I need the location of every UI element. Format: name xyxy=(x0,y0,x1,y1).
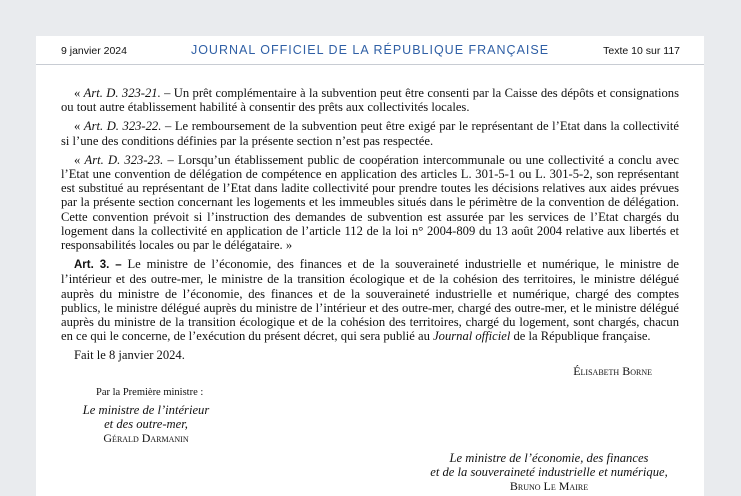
article-number: Art. D. 323-21. xyxy=(83,86,161,100)
article-3: Art. 3. – Le ministre de l’économie, des finances et de la souveraineté industrielle et numérique, le ministre de l’intérieur et des outre-mer, le ministre de la transition écologique et de la cohésion des territoires, le ministre délégué auprès du ministre de l’économie, des finances et de la souveraineté industrielle et numérique, chargé des comptes publics, le ministre délégué auprès du ministre de l’intérieur et des outre-mer, chargé des outre-mer, et le ministre délégué auprès du ministre de la transition écologique et de la cohésion des territoires, chargé du logement, sont chargés, chacun en ce qui le concerne, de l’exécution du présent décret, qui sera publié au Journal officiel de la République française. xyxy=(61,257,680,344)
article-text: – Un prêt complémentaire à la subvention peut être consenti par la Caisse des dépôts et consignations ou tout autre établissement habilité à consentir des prêts aux collectivités locales. xyxy=(61,86,679,115)
document-page xyxy=(36,36,704,496)
document-body xyxy=(61,86,679,368)
article-text: – Le remboursement de la subvention peut être exigé par le représentant de l’Etat dans la collectivité si l’une des conditions définies par la présente section n’est pas respectée. xyxy=(61,119,679,148)
economy-minister-name: Bruno Le Maire xyxy=(509,479,589,493)
article-d323-23: « Art. D. 323-23. – Lorsqu’un établissement public de coopération intercommunale ou une collectivité a conclu avec l’Etat une convention de délégation de compétence en application des articles L. 301-5-1 ou L. 301-5-2, son représentant est substitué au représentant de l’Etat dans ladite collectivité pour prendre toutes les décisions relatives aux aides prévues par la présente section concernant les logements et les immeubles situés dans le périmètre de la convention de délégation. Cette convention prévoit si l’instruction des demandes de subvention est assurée par les services de l’Etat chargés du logement dans la collectivité en application de l’article 112 de la loi n° 2004-809 du 13 août 2004 relative aux libertés et responsabilités locales ou par le délégataire. » xyxy=(61,152,679,253)
page-header xyxy=(36,36,704,65)
interior-minister-signature: Le ministre de l’intérieur et des outre-mer, Gérald Darmanin xyxy=(61,403,231,445)
prime-minister-signature: Élisabeth Borne xyxy=(573,364,652,378)
interior-minister-name: Gérald Darmanin xyxy=(103,431,189,445)
article-d323-21: « Art. D. 323-21. – Un prêt complémentaire à la subvention peut être consenti par la Caisse des dépôts et consignations ou tout autre établissement habilité à consentir des prêts aux collectivités locales. xyxy=(61,86,679,115)
article-d323-22: « Art. D. 323-22. – Le remboursement de la subvention peut être exigé par le représentant de l’Etat dans la collectivité si l’une des conditions définies par la présente section n’est pas respectée. xyxy=(61,119,679,148)
article-text: Le ministre de l’économie, des finances et de la souveraineté industrielle et numérique, le ministre de l’intérieur et des outre-mer, le ministre de la transition écologique et de la cohésion des territoires, le ministre délégué auprès du ministre de l’économie, des finances et de la souveraineté industrielle et numérique, chargé des comptes publics, le ministre délégué auprès du ministre de l’intérieur et des outre-mer, chargé des outre-mer, et le ministre délégué auprès du ministre de la transition écologique et de la cohésion des territoires, chargé du logement, sont chargés, chacun en ce qui le concerne, de l’exécution du présent décret, qui sera publié au xyxy=(61,257,680,344)
signing-date: Fait le 8 janvier 2024. xyxy=(74,348,185,363)
article-text: – Lorsqu’un établissement public de coopération intercommunale ou une collectivité a conclu avec l’Etat une convention de délégation de compétence en application des articles L. 301-5-1 ou L. 301-5-2, son représentant est substitué au représentant de l’Etat dans ladite collectivité pour prendre toutes les décisions relatives aux aides prévues par la présente section concernant les logements et les immeubles situés dans le périmètre de la convention de délégation. Cette convention prévoit si l’instruction des demandes de subvention est assurée par les services de l’Etat chargés du logement dans la collectivité en application de l’article 112 de la loi n° 2004-809 du 13 août 2004 relative aux libertés et responsabilités locales ou par le délégataire. » xyxy=(61,152,679,253)
journal-title: JOURNAL OFFICIEL DE LA RÉPUBLIQUE FRANÇAISE xyxy=(190,43,550,57)
publication-date: 9 janvier 2024 xyxy=(61,45,127,57)
article-number: Art. D. 323-23. xyxy=(84,152,164,167)
article-number: Art. D. 323-22. xyxy=(83,119,162,134)
text-reference: Texte 10 sur 117 xyxy=(603,45,680,57)
article-label: Art. 3. – xyxy=(74,259,122,272)
economy-minister-signature: Le ministre de l’économie, des finances et de la souveraineté industrielle et numérique, Bruno Le Maire xyxy=(416,451,682,493)
journal-officiel-reference: Journal officiel xyxy=(433,329,511,344)
par-la-premiere-ministre: Par la Première ministre : xyxy=(96,387,204,398)
